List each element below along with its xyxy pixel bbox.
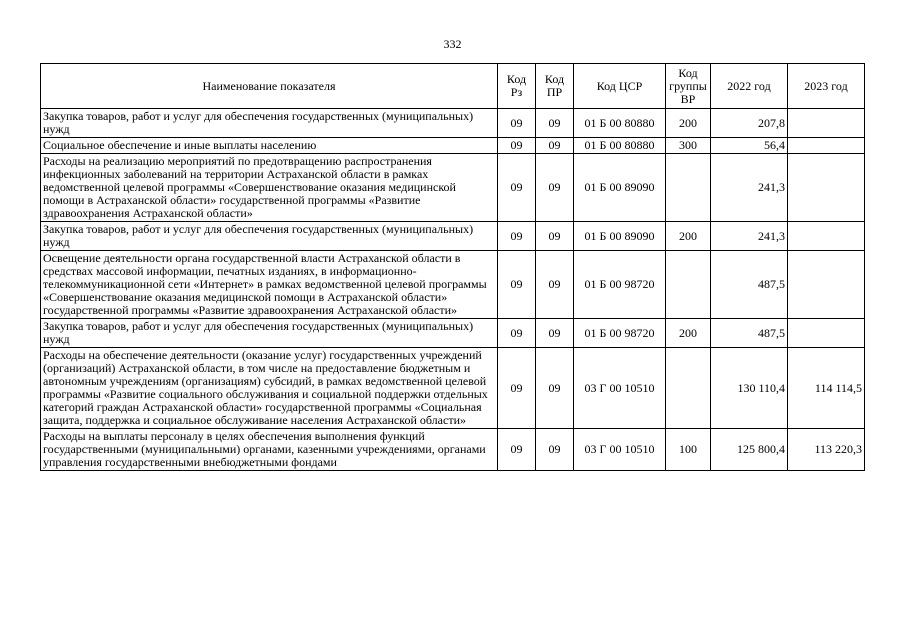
cell-rz: 09 (498, 348, 536, 429)
cell-pr: 09 (536, 154, 574, 222)
cell-y2023 (788, 251, 865, 319)
cell-pr: 09 (536, 348, 574, 429)
cell-rz: 09 (498, 138, 536, 154)
cell-rz: 09 (498, 109, 536, 138)
header-vr: Код группы ВР (666, 64, 711, 109)
cell-pr: 09 (536, 222, 574, 251)
cell-rz: 09 (498, 251, 536, 319)
table-header-row (41, 64, 865, 109)
cell-y2023 (788, 109, 865, 138)
cell-vr (666, 154, 711, 222)
cell-y2022: 487,5 (711, 319, 788, 348)
header-2022: 2022 год (711, 64, 788, 109)
cell-pr: 09 (536, 429, 574, 471)
cell-name: Освещение деятельности органа государственной власти Астраханской области в средствах массовой информации, печатных изданиях, в информационно-телекоммуникационной сети «Интернет» в рамках ведомственной целевой программы «Совершенствование оказания медицинской помощи в Астраханской области» государственной программы «Развитие здравоохранения Астраханской области» (41, 251, 498, 319)
cell-csr: 01 Б 00 80880 (574, 138, 666, 154)
cell-pr: 09 (536, 138, 574, 154)
cell-vr: 300 (666, 138, 711, 154)
cell-y2023 (788, 222, 865, 251)
cell-name: Расходы на обеспечение деятельности (оказание услуг) государственных учреждений (организаций) Астраханской области, в том числе на предоставление бюджетным и автономным учреждениям (организациям) субсидий, в рамках ведомственной целевой программы «Развитие социального обслуживания и социальной поддержки отдельных категорий граждан Астраханской области» государственной программы «Социальная защита, поддержка и социальное обслуживание населения Астраханской области» (41, 348, 498, 429)
cell-csr: 01 Б 00 80880 (574, 109, 666, 138)
cell-y2022: 130 110,4 (711, 348, 788, 429)
cell-csr: 01 Б 00 98720 (574, 251, 666, 319)
table-body (41, 109, 865, 471)
cell-name: Социальное обеспечение и иные выплаты населению (41, 138, 498, 154)
cell-name: Расходы на выплаты персоналу в целях обеспечения выполнения функций государственными (муниципальными) органами, казенными учреждениями, органами управления государственными внебюджетными фондами (41, 429, 498, 471)
cell-name: Закупка товаров, работ и услуг для обеспечения государственных (муниципальных) нужд (41, 319, 498, 348)
cell-csr: 01 Б 00 89090 (574, 154, 666, 222)
cell-vr: 100 (666, 429, 711, 471)
cell-csr: 01 Б 00 98720 (574, 319, 666, 348)
cell-y2023 (788, 154, 865, 222)
cell-csr: 01 Б 00 89090 (574, 222, 666, 251)
cell-csr: 03 Г 00 10510 (574, 429, 666, 471)
cell-rz: 09 (498, 154, 536, 222)
cell-rz: 09 (498, 319, 536, 348)
cell-pr: 09 (536, 319, 574, 348)
cell-y2023 (788, 138, 865, 154)
header-name: Наименование показателя (41, 64, 498, 109)
cell-vr: 200 (666, 109, 711, 138)
cell-y2022: 56,4 (711, 138, 788, 154)
cell-pr: 09 (536, 109, 574, 138)
cell-vr: 200 (666, 222, 711, 251)
table-row (41, 348, 865, 429)
cell-y2023: 114 114,5 (788, 348, 865, 429)
table-row (41, 319, 865, 348)
cell-y2022: 487,5 (711, 251, 788, 319)
cell-pr: 09 (536, 251, 574, 319)
cell-y2022: 241,3 (711, 154, 788, 222)
cell-vr: 200 (666, 319, 711, 348)
cell-vr (666, 348, 711, 429)
header-2023: 2023 год (788, 64, 865, 109)
page-number: 332 (443, 37, 462, 51)
cell-vr (666, 251, 711, 319)
cell-rz: 09 (498, 429, 536, 471)
cell-y2022: 207,8 (711, 109, 788, 138)
table-row (41, 138, 865, 154)
header-csr: Код ЦСР (574, 64, 666, 109)
table-row (41, 109, 865, 138)
cell-y2023: 113 220,3 (788, 429, 865, 471)
cell-y2022: 241,3 (711, 222, 788, 251)
cell-name: Закупка товаров, работ и услуг для обеспечения государственных (муниципальных) нужд (41, 109, 498, 138)
table-row (41, 251, 865, 319)
table-row (41, 222, 865, 251)
cell-y2022: 125 800,4 (711, 429, 788, 471)
cell-name: Расходы на реализацию мероприятий по предотвращению распространения инфекционных заболеваний на территории Астраханской области в рамках ведомственной целевой программы «Совершенствование оказания медицинской помощи в Астраханской области» государственной программы «Развитие здравоохранения Астраханской области» (41, 154, 498, 222)
cell-csr: 03 Г 00 10510 (574, 348, 666, 429)
cell-rz: 09 (498, 222, 536, 251)
table-row (41, 429, 865, 471)
cell-y2023 (788, 319, 865, 348)
budget-table (40, 63, 865, 471)
cell-name: Закупка товаров, работ и услуг для обеспечения государственных (муниципальных) нужд (41, 222, 498, 251)
header-rz: Код Рз (498, 64, 536, 109)
header-pr: Код ПР (536, 64, 574, 109)
table-row (41, 154, 865, 222)
